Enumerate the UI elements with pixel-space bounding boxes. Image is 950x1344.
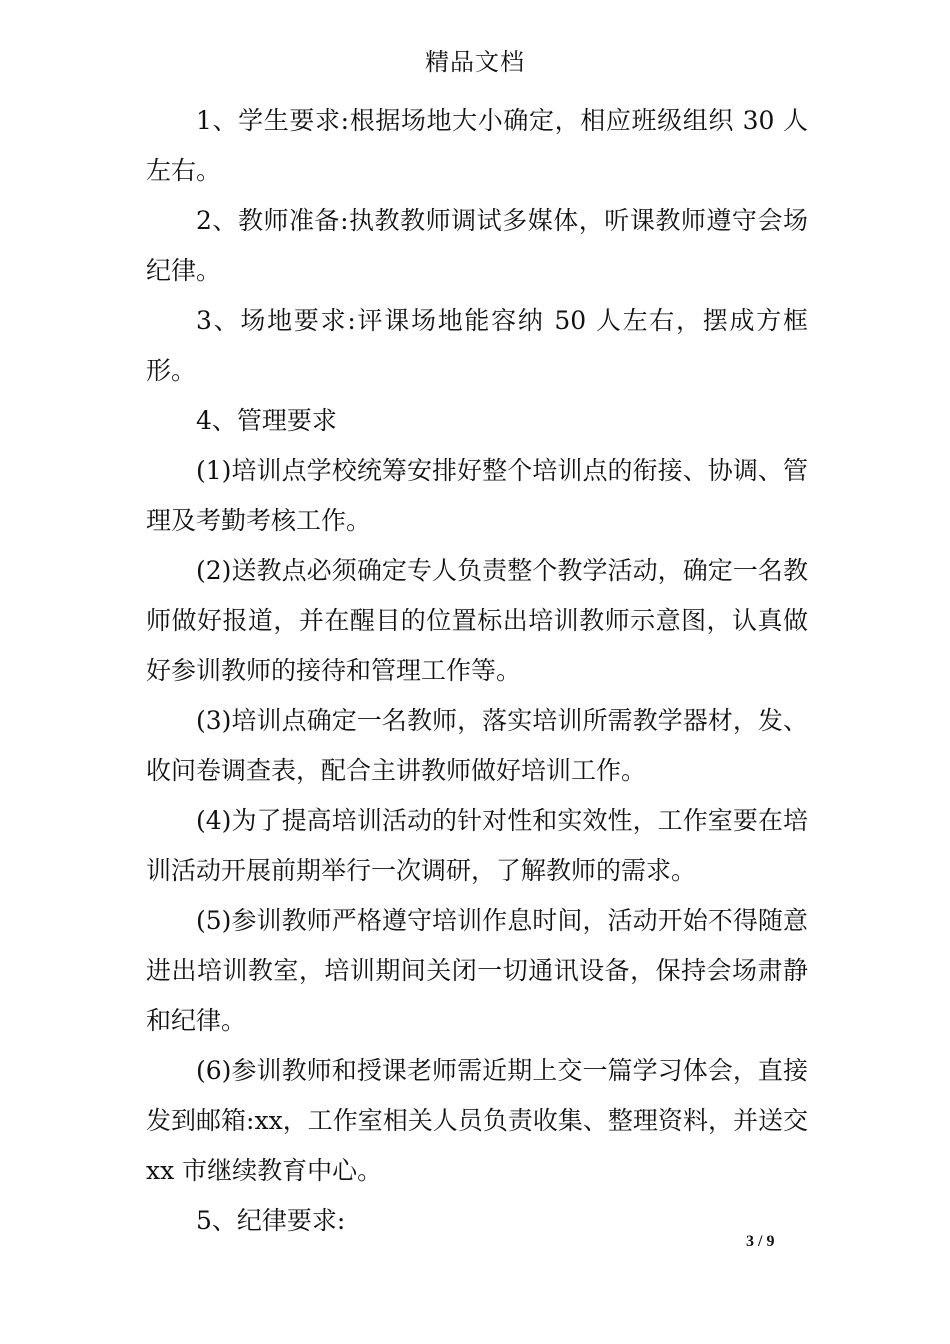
paragraph-management-item-1: (1)培训点学校统筹安排好整个培训点的衔接、协调、管理及考勤考核工作。 [146,456,808,535]
document-body [146,96,808,1246]
paragraph-management-item-3: (3)培训点确定一名教师，落实培训所需教学器材，发、收问卷调查表，配合主讲教师做好培训工作。 [146,706,808,785]
paragraph-management-item-6: (6)参训教师和授课老师需近期上交一篇学习体会，直接发到邮箱:xx，工作室相关人员负责收集、整理资料，并送交 xx 市继续教育中心。 [146,1056,808,1185]
paragraph-teacher-preparation: 2、教师准备:执教教师调试多媒体，听课教师遵守会场纪律。 [146,206,808,285]
paragraph-management-heading: 4、管理要求 [196,406,337,435]
page-number: 3 / 9 [746,1233,775,1250]
paragraph-discipline-heading: 5、纪律要求: [196,1206,346,1235]
paragraph-management-item-4: (4)为了提高培训活动的针对性和实效性，工作室要在培训活动开展前期举行一次调研，了解教师的需求。 [146,806,808,885]
paragraph-management-item-5: (5)参训教师严格遵守培训作息时间，活动开始不得随意进出培训教室，培训期间关闭一切通讯设备，保持会场肃静和纪律。 [146,906,808,1035]
paragraph-management-item-2: (2)送教点必须确定专人负责整个教学活动，确定一名教师做好报道，并在醒目的位置标出培训教师示意图，认真做好参训教师的接待和管理工作等。 [146,556,808,685]
paragraph-venue-requirements: 3、场地要求:评课场地能容纳 50 人左右，摆成方框形。 [146,306,808,385]
page-header: 精品文档 [425,48,525,76]
paragraph-student-requirements: 1、学生要求:根据场地大小确定，相应班级组织 30 人左右。 [146,106,808,185]
